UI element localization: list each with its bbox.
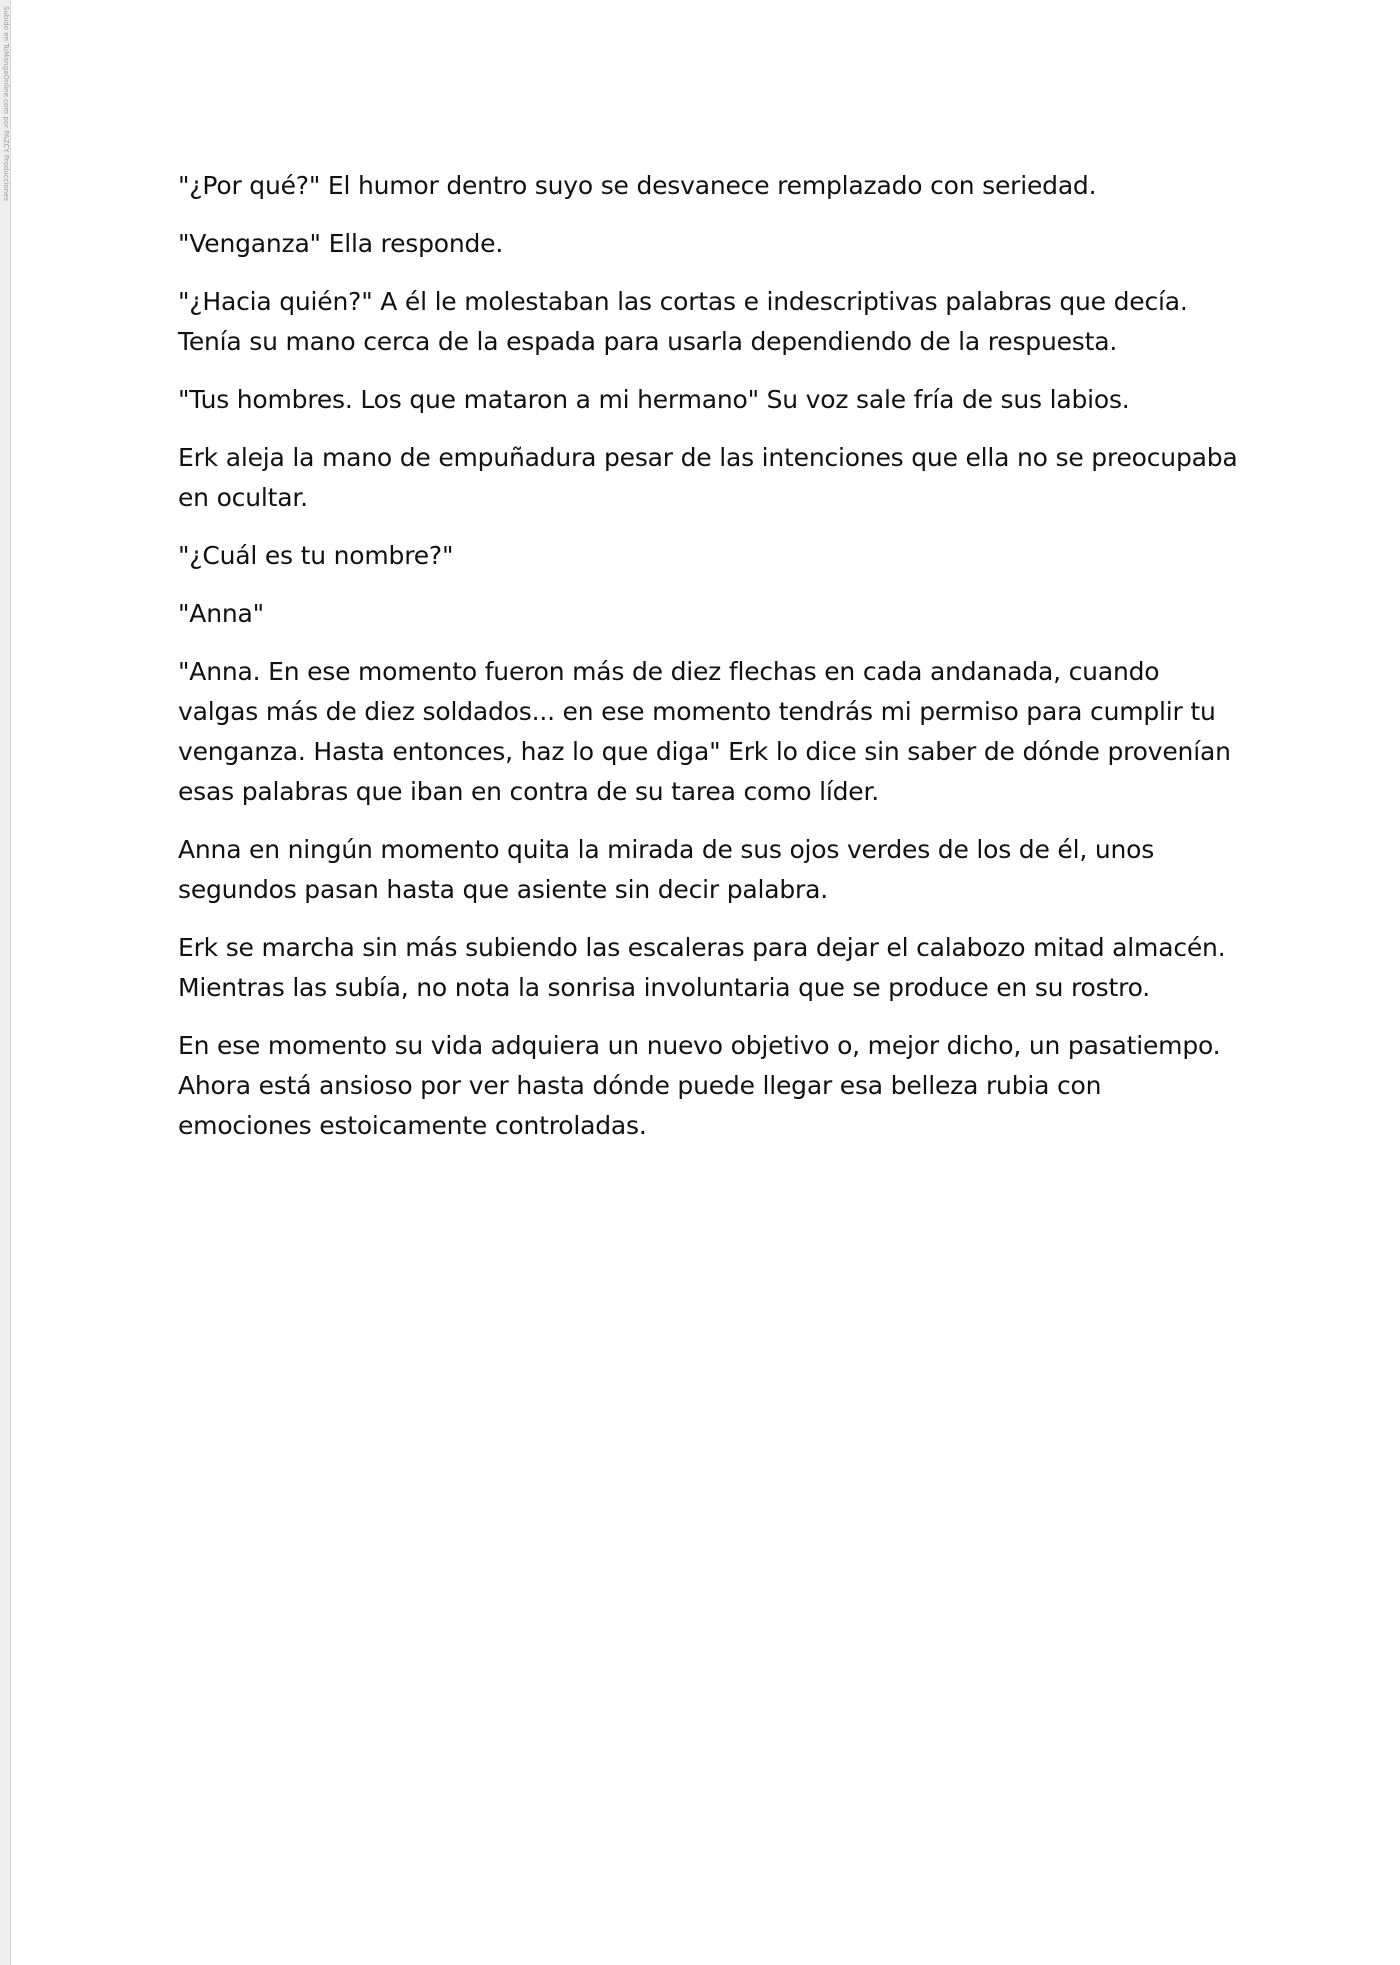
text-line: En ese momento su vida adquiera un nuevo objetivo o, mejor dicho, un pasatiempo. — [178, 1031, 1221, 1060]
text-line: Erk aleja la mano de empuñadura pesar de las intenciones que ella no se preocupaba — [178, 443, 1238, 472]
paragraph — [178, 380, 1238, 420]
text-line: "Anna. En ese momento fueron más de diez flechas en cada andanada, cuando — [178, 657, 1160, 686]
text-line: emociones estoicamente controladas. — [178, 1111, 647, 1140]
text-line: Ahora está ansioso por ver hasta dónde puede llegar esa belleza rubia con — [178, 1071, 1102, 1100]
text-line: Tenía su mano cerca de la espada para usarla dependiendo de la respuesta. — [178, 327, 1118, 356]
paragraph — [178, 536, 1238, 576]
paragraph — [178, 594, 1238, 634]
text-line: "Tus hombres. Los que mataron a mi hermano" Su voz sale fría de sus labios. — [178, 385, 1130, 414]
text-line: "¿Cuál es tu nombre?" — [178, 541, 454, 570]
paragraph — [178, 282, 1238, 362]
text-line: "Anna" — [178, 599, 264, 628]
paragraph — [178, 1026, 1238, 1146]
text-line: Anna en ningún momento quita la mirada de sus ojos verdes de los de él, unos — [178, 835, 1155, 864]
text-line: en ocultar. — [178, 483, 308, 512]
paragraph — [178, 928, 1238, 1008]
document-body — [178, 166, 1238, 1164]
text-line: valgas más de diez soldados... en ese momento tendrás mi permiso para cumplir tu — [178, 697, 1216, 726]
left-margin-band — [0, 0, 11, 1965]
paragraph — [178, 166, 1238, 206]
text-line: esas palabras que iban en contra de su tarea como líder. — [178, 777, 879, 806]
paragraph — [178, 830, 1238, 910]
text-line: "¿Por qué?" El humor dentro suyo se desvanece remplazado con seriedad. — [178, 171, 1097, 200]
text-line: venganza. Hasta entonces, haz lo que diga" Erk lo dice sin saber de dónde provenían — [178, 737, 1231, 766]
paragraph — [178, 224, 1238, 264]
watermark-text: Subido en TuMangaOnline.com por PAZCY Producciones — [2, 6, 10, 202]
text-line: Mientras las subía, no nota la sonrisa involuntaria que se produce en su rostro. — [178, 973, 1151, 1002]
text-line: "Venganza" Ella responde. — [178, 229, 504, 258]
paragraph — [178, 652, 1238, 812]
paragraph — [178, 438, 1238, 518]
text-line: segundos pasan hasta que asiente sin decir palabra. — [178, 875, 828, 904]
text-line: "¿Hacia quién?" A él le molestaban las cortas e indescriptivas palabras que decía. — [178, 287, 1188, 316]
text-line: Erk se marcha sin más subiendo las escaleras para dejar el calabozo mitad almacén. — [178, 933, 1226, 962]
